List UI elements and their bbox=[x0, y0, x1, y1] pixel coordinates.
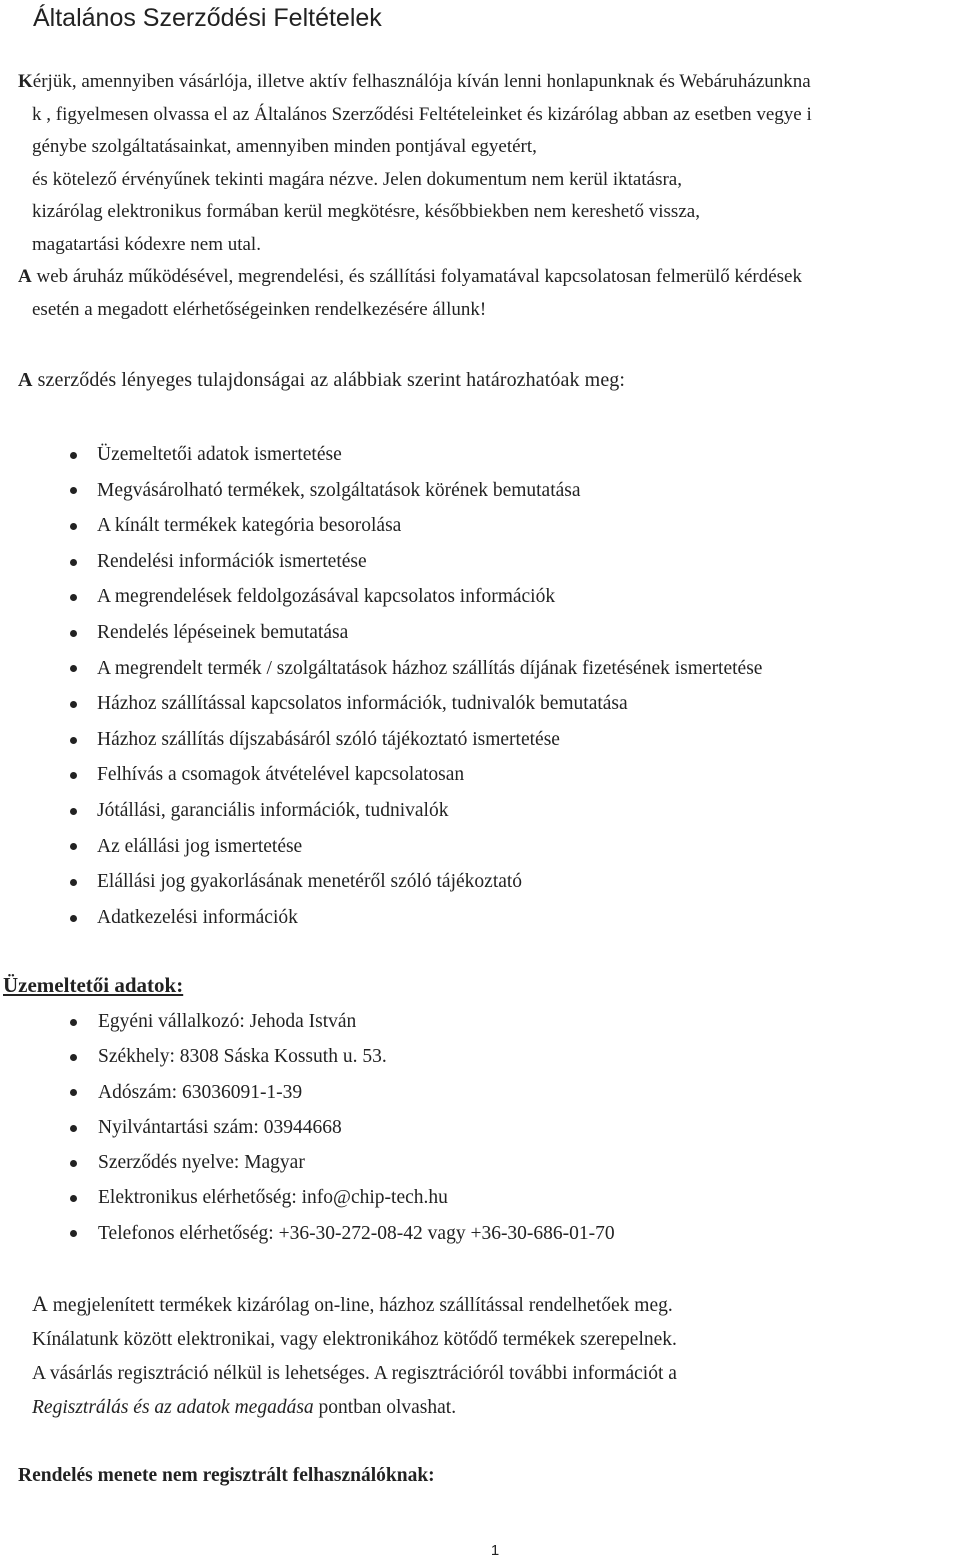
intro-line: k , figyelmesen olvassa el az Általános Szerződési Feltételeinket és kizárólag abban az esetben vegye i bbox=[32, 103, 812, 125]
intro-paragraph bbox=[0, 66, 960, 326]
intro-line bbox=[0, 261, 960, 294]
list-item: Elállási jog gyakorlásának menetéről szóló tájékoztató bbox=[0, 864, 762, 900]
page-number: 1 bbox=[490, 1542, 500, 1559]
list-item: Egyéni vállalkozó: Jehoda István bbox=[0, 1004, 615, 1039]
list-item: Felhívás a csomagok átvételével kapcsolatosan bbox=[0, 757, 762, 793]
drop-cap: A bbox=[18, 369, 33, 391]
list-item: A kínált termékek kategória besorolása bbox=[0, 508, 762, 544]
intro-line: és kötelező érvényűnek tekinti magára nézve. Jelen dokumentum nem kerül iktatásra, bbox=[32, 168, 682, 190]
paragraph-line: Kínálatunk között elektronikai, vagy elektronikához kötődő termékek szerepelnek. bbox=[32, 1329, 677, 1350]
intro-line: magatartási kódexre nem utal. bbox=[32, 233, 261, 255]
intro-line: génybe szolgáltatásainkat, amennyiben minden pontjával egyetért, bbox=[32, 136, 537, 157]
products-paragraph bbox=[32, 1287, 677, 1425]
drop-cap: K bbox=[18, 71, 33, 92]
order-process-heading: Rendelés menete nem regisztrált felhasználóknak: bbox=[18, 1465, 435, 1486]
properties-intro bbox=[18, 363, 625, 397]
list-item: Rendelés lépéseinek bemutatása bbox=[0, 615, 762, 651]
list-item: Házhoz szállítással kapcsolatos információk, tudnivalók bemutatása bbox=[0, 686, 762, 722]
list-item: Adatkezelési információk bbox=[0, 900, 762, 936]
list-item: Jótállási, garanciális információk, tudnivalók bbox=[0, 793, 762, 829]
paragraph-line bbox=[32, 1391, 677, 1425]
list-item: Házhoz szállítás díjszabásáról szóló tájékoztató ismertetése bbox=[0, 722, 762, 758]
paragraph-line-text: pontban olvashat. bbox=[313, 1397, 457, 1418]
registration-reference: Regisztrálás és az adatok megadása bbox=[32, 1397, 314, 1418]
list-item: A megrendelt termék / szolgáltatások házhoz szállítás díjának fizetésének ismertetése bbox=[0, 651, 762, 687]
operator-heading: Üzemeltetői adatok: bbox=[3, 973, 184, 997]
intro-line-text: érjük, amennyiben vásárlója, illetve aktív felhasználója kíván lenni honlapunknak és Webáruházunkna bbox=[32, 71, 811, 92]
list-item: Rendelési információk ismertetése bbox=[0, 544, 762, 580]
list-item: Üzemeltetői adatok ismertetése bbox=[0, 437, 762, 473]
list-item: Elektronikus elérhetőség: info@chip-tech.hu bbox=[0, 1180, 615, 1215]
paragraph-line-text: megjelenített termékek kizárólag on-line, házhoz szállítással rendelhetőek meg. bbox=[47, 1295, 673, 1316]
paragraph-line bbox=[32, 1287, 677, 1323]
list-item: Adószám: 63036091-1-39 bbox=[0, 1075, 615, 1110]
drop-cap: A bbox=[18, 266, 32, 287]
list-item: Telefonos elérhetőség: +36-30-272-08-42 vagy +36-30-686-01-70 bbox=[0, 1216, 615, 1251]
topics-list bbox=[0, 437, 762, 935]
intro-line: kizárólag elektronikus formában kerül megkötésre, későbbiekben nem kereshető vissza, bbox=[32, 201, 700, 222]
intro-line-text: web áruház működésével, megrendelési, és szállítási folyamatával kapcsolatosan felmerülő kérdések bbox=[31, 266, 802, 287]
list-item: Szerződés nyelve: Magyar bbox=[0, 1145, 615, 1180]
intro-line bbox=[0, 66, 960, 99]
list-item: Nyilvántartási szám: 03944668 bbox=[0, 1110, 615, 1145]
paragraph-line: A vásárlás regisztráció nélkül is lehetséges. A regisztrációról további információt a bbox=[32, 1363, 677, 1384]
intro-line: esetén a megadott elérhetőségeinken rendelkezésére állunk! bbox=[32, 298, 487, 320]
list-item: A megrendelések feldolgozásával kapcsolatos információk bbox=[0, 579, 762, 615]
list-item: Az elállási jog ismertetése bbox=[0, 829, 762, 865]
operator-list bbox=[0, 1004, 615, 1251]
list-item: Megvásárolható termékek, szolgáltatások körének bemutatása bbox=[0, 473, 762, 509]
list-item: Székhely: 8308 Sáska Kossuth u. 53. bbox=[0, 1039, 615, 1074]
page-title: Általános Szerződési Feltételek bbox=[33, 4, 382, 32]
properties-text: szerződés lényeges tulajdonságai az alábbiak szerint határozhatóak meg: bbox=[32, 369, 626, 391]
drop-cap: A bbox=[32, 1291, 48, 1316]
